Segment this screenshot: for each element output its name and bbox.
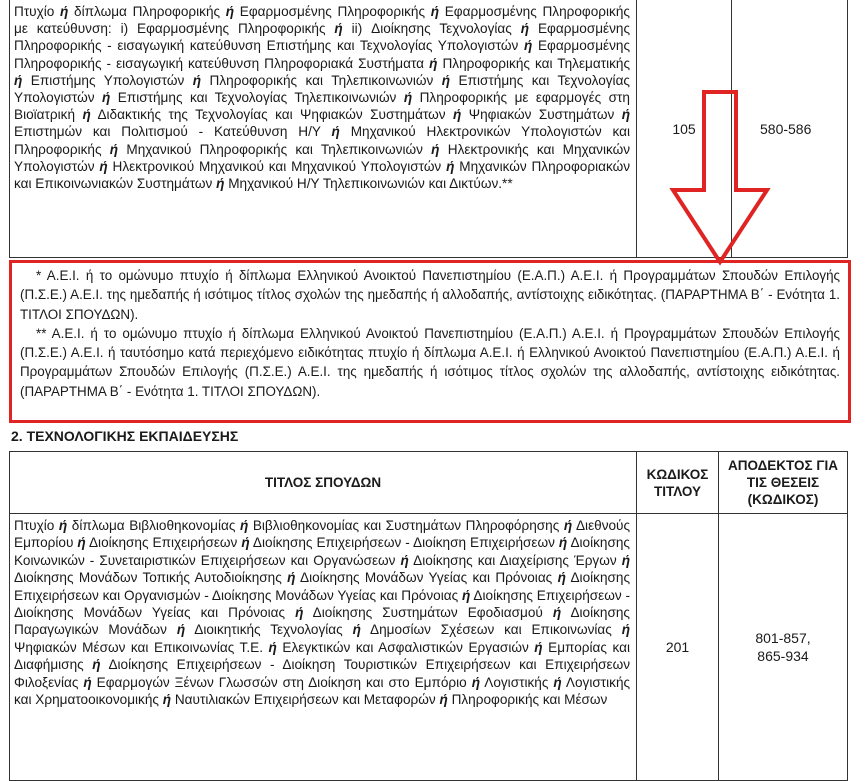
header-code: ΚΩΔΙΚΟΣ ΤΙΤΛΟΥ (637, 452, 719, 513)
footnote-1: * Α.Ε.Ι. ή το ομώνυμο πτυχίο ή δίπλωμα Ελληνικού Ανοικτού Πανεπιστημίου (Ε.Α.Π.) Α.Ε.Ι. ή Προγραμμάτων Σπουδών Επιλογής (Π.Σ.Ε.) Α.Ε.Ι. της ημεδαπής ή ισότιμος τίτλος σχολών της ημεδαπής ή αλλοδαπής, αντίστοιχης ειδικότητας. (ΠΑΡΑΡΤΗΜΑ Β΄ - Ενότητα 1. ΤΙΤΛΟΙ ΣΠΟΥΔΩΝ). (20, 268, 840, 322)
top-row-positions: 580-586 (760, 120, 812, 137)
section-title: 2. ΤΕΧΝΟΛΟΓΙΚΗΣ ΕΚΠΑΙΔΕΥΣΗΣ (11, 428, 239, 444)
down-arrow-icon (660, 90, 780, 270)
footnote-2: ** Α.Ε.Ι. ή το ομώνυμο πτυχίο ή δίπλωμα Ελληνικού Ανοικτού Πανεπιστημίου (Ε.Α.Π.) Α.Ε.Ι. ή Προγραμμάτων Σπουδών Επιλογής (Π.Σ.Ε.) Α.Ε.Ι. ή ταυτόσημο κατά περιεχόμενο ειδικότητας πτυχίο ή δίπλωμα Α.Ε.Ι. ή Ελληνικού Ανοικτού Πανεπιστημίου (Ε.Α.Π.) Α.Ε.Ι. ή Προγραμμάτων Σπουδών Επιλογής (Π.Σ.Ε.) Α.Ε.Ι. της ημεδαπής ή ισότιμος τίτλος σχολών της αλλοδαπής, αντίστοιχης ειδικότητας. (ΠΑΡΑΡΤΗΜΑ Β΄ - Ενότητα 1. ΤΙΤΛΟΙ ΣΠΟΥΔΩΝ). (20, 325, 840, 399)
top-row-code: 105 (672, 120, 696, 137)
table-header (10, 452, 847, 514)
row-title-cell: Πτυχίο ή δίπλωμα Βιβλιοθηκονομίας ή Βιβλιοθηκονομίας και Συστημάτων Πληροφόρησης ή Διεθνούς Εμπορίου ή Διοίκησης Επιχειρήσεων ή Διοίκησης Επιχειρήσεων - Διοίκηση Επιχειρήσεων ή Διοίκησης Κοινωνικών - Συνεταιριστικών Επιχειρήσεων και Οργανώσεων ή Διοίκησης και Διαχείρισης Έργων ή Διοίκησης Μονάδων Τοπικής Αυτοδιοίκησης ή Διοίκησης Μονάδων Υγείας και Πρόνοιας ή Διοίκησης Επιχειρήσεων και Οργανισμών - Διοίκησης Μονάδων Υγείας και Πρόνοιας ή Διοίκησης Επιχειρήσεων - Διοίκησης Μονάδων Υγείας και Πρόνοιας ή Διοίκησης Συστημάτων Εφοδιασμού ή Διοίκησης Παραγωγικών Μονάδων ή Διοικητικής Τεχνολογίας ή Δημοσίων Σχέσεων και Επικοινωνίας ή Ψηφιακών Μέσων και Επικοινωνίας Τ.Ε. ή Ελεγκτικών και Ασφαλιστικών Εργασιών ή Εμπορίας και Διαφήμισης ή Διοίκησης Επιχειρήσεων - Διοίκηση Τουριστικών Επιχειρήσεων και Επιχειρήσεων Φιλοξενίας ή Εφαρμογών Ξένων Γλωσσών στη Διοίκηση και στο Εμπόριο ή Λογιστικής ή Λογιστικής και Χρηματοοικονομικής ή Ναυτιλιακών Επιχειρήσεων και Μεταφορών ή Πληροφορικής και Μέσων (10, 514, 637, 780)
footnotes-highlight-box (9, 260, 851, 423)
row-code: 201 (665, 639, 690, 655)
row-code-cell (637, 514, 719, 780)
row-positions-line1: 801-857, (755, 630, 811, 646)
header-title: ΤΙΤΛΟΣ ΣΠΟΥΔΩΝ (10, 452, 637, 513)
table-row (10, 514, 847, 780)
row-positions-cell (719, 514, 847, 780)
header-accepted: ΑΠΟΔΕΚΤΟΣ ΓΙΑ ΤΙΣ ΘΕΣΕΙΣ (ΚΩΔΙΚΟΣ) (727, 458, 839, 507)
row-positions-line2: 865-934 (757, 648, 809, 664)
top-row-title-cell: Πτυχίο ή δίπλωμα Πληροφορικής ή Εφαρμοσμένης Πληροφορικής ή Εφαρμοσμένης Πληροφορικής με κατεύθυνση: i) Εφαρμοσμένης Πληροφορικής ή ii) Διοίκησης Τεχνολογίας ή Εφαρμοσμένης Πληροφορικής - εισαγωγική κατεύθυνση Επιστήμης και Τεχνολογίας Υπολογιστών ή Εφαρμοσμένης Πληροφορικής - εισαγωγική κατεύθυνση Πληροφοριακά Συστήματα ή Πληροφορικής και Τηλεματικής ή Επιστήμης Υπολογιστών ή Πληροφορικής και Τηλεπικοινωνιών ή Επιστήμης και Τεχνολογίας Υπολογιστών ή Επιστήμης και Τεχνολογίας Τηλεπικοινωνιών ή Πληροφορικής με εφαρμογές στη Βιοϊατρική ή Διδακτικής της Τεχνολογίας και Ψηφιακών Συστημάτων ή Ψηφιακών Συστημάτων ή Επιστημών και Πολιτισμού - Κατεύθυνση Η/Υ ή Μηχανικού Ηλεκτρονικών Υπολογιστών και Πληροφορικής ή Μηχανικού Πληροφορικής και Τηλεπικοινωνιών ή Ηλεκτρονικής και Μηχανικών Υπολογιστών ή Ηλεκτρονικού Μηχανικού και Μηχανικού Υπολογιστών ή Μηχανικών Πληροφοριακών και Επικοινωνιακών Συστημάτων ή Μηχανικού Η/Υ Τηλεπικοινωνιών και Δικτύων.** (10, 0, 637, 257)
technological-table (9, 451, 848, 781)
